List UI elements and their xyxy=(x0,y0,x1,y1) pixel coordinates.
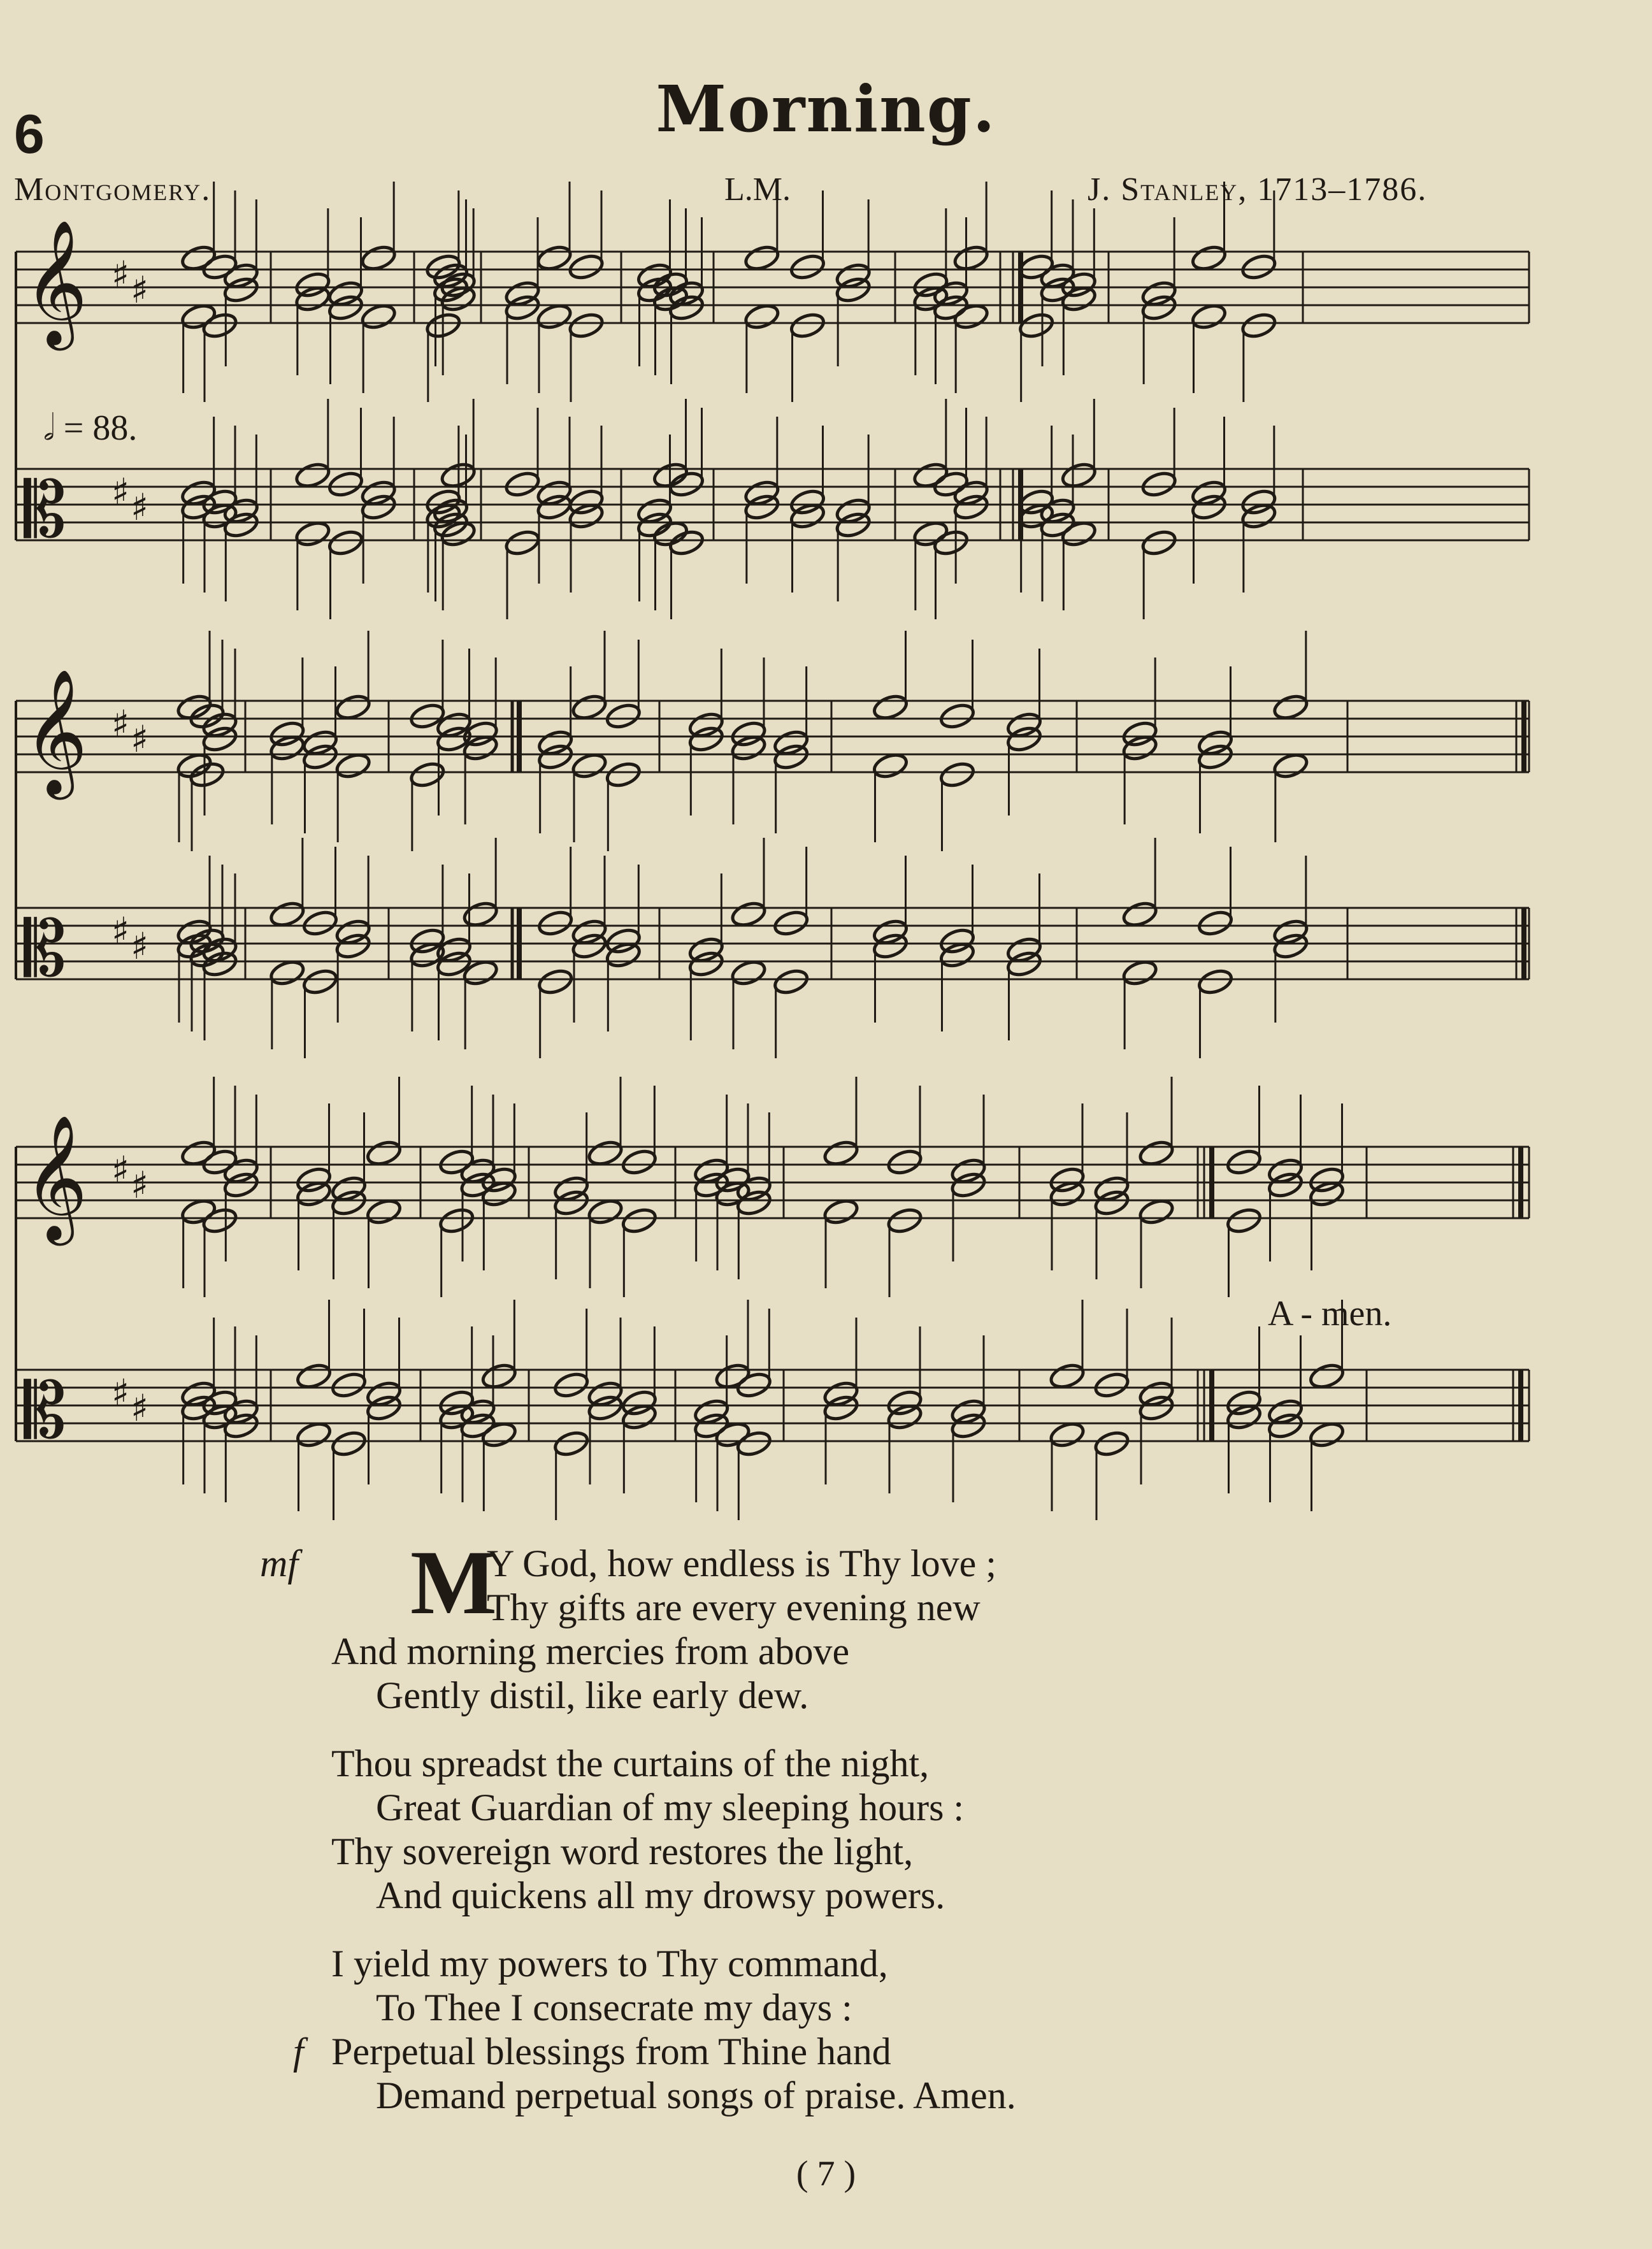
note-head xyxy=(408,701,446,731)
note-head xyxy=(1267,1411,1304,1441)
note-head xyxy=(480,1362,518,1391)
note-head xyxy=(949,1170,987,1200)
stanza-1 xyxy=(260,1532,1351,1718)
note-head xyxy=(1240,252,1277,282)
note-head xyxy=(1137,1139,1175,1168)
tempo-marking: 𝅗𝅥 = 88. xyxy=(43,408,138,448)
note-head xyxy=(1267,1170,1304,1200)
note-head xyxy=(886,1402,923,1432)
note-head xyxy=(835,275,872,305)
note-head xyxy=(822,1393,859,1423)
note-head xyxy=(872,693,909,722)
hymn-text xyxy=(260,1532,1351,2142)
note-head xyxy=(330,1188,368,1218)
note-head xyxy=(1093,1370,1130,1400)
key-signature-sharp: ♯ xyxy=(131,1386,149,1430)
note-head xyxy=(1048,1179,1086,1209)
note-head xyxy=(743,302,780,331)
note-head xyxy=(668,470,705,499)
composer: J. Stanley, 1713–1786. xyxy=(1088,171,1428,208)
key-signature-sharp: ♯ xyxy=(131,717,149,761)
note-head xyxy=(1060,284,1098,313)
note-head xyxy=(1196,967,1234,996)
key-signature-sharp: ♯ xyxy=(131,268,149,312)
note-head xyxy=(1272,931,1309,961)
note-head xyxy=(535,492,573,522)
verse-line: f Perpetual blessings from Thine hand xyxy=(293,2030,891,2073)
note-head xyxy=(949,1411,987,1441)
note-head xyxy=(621,1206,658,1235)
note-head xyxy=(1272,693,1309,722)
note-head xyxy=(1196,742,1234,772)
note-head xyxy=(567,501,605,531)
note-head xyxy=(432,510,470,540)
note-head xyxy=(1225,1206,1263,1235)
note-head xyxy=(789,311,826,340)
note-head xyxy=(1308,1420,1346,1449)
page-number: ( 7 ) xyxy=(796,2154,856,2194)
note-head xyxy=(621,1147,658,1177)
key-signature-sharp: ♯ xyxy=(111,253,130,296)
note-head xyxy=(952,243,990,273)
note-head xyxy=(714,1420,751,1449)
note-head xyxy=(201,311,238,340)
note-head xyxy=(567,252,605,282)
treble-clef-icon: 𝄞 xyxy=(24,219,88,345)
note-head xyxy=(301,742,339,772)
verse-line: Demand perpetual songs of praise. Amen. xyxy=(376,2074,1016,2116)
note-head xyxy=(295,1362,333,1391)
note-head xyxy=(789,252,826,282)
note-head xyxy=(295,1420,333,1449)
note-head xyxy=(789,501,826,531)
verse-line: Y God, how endless is Thy love ; xyxy=(487,1542,996,1584)
note-head xyxy=(1140,470,1178,499)
note-head xyxy=(459,1411,496,1441)
note-head xyxy=(222,1411,260,1441)
note-head xyxy=(408,760,446,789)
note-head xyxy=(503,470,541,499)
note-head xyxy=(536,909,574,938)
treble-clef-icon: 𝄞 xyxy=(24,1114,88,1240)
key-signature-sharp: ♯ xyxy=(111,470,130,514)
note-head xyxy=(1140,293,1178,322)
verse-line: I yield my powers to Thy command, xyxy=(331,1943,888,1985)
note-head xyxy=(440,519,477,549)
note-head xyxy=(360,492,398,522)
note-head xyxy=(435,724,473,754)
note-head xyxy=(668,293,705,322)
note-head xyxy=(1140,528,1178,557)
hymn-title: Morning. xyxy=(656,71,996,147)
note-head xyxy=(424,501,462,531)
note-head xyxy=(268,958,306,988)
note-head xyxy=(938,940,976,970)
key-signature-sharp: ♯ xyxy=(131,1163,149,1207)
note-head xyxy=(743,243,780,273)
tune-name: Montgomery. xyxy=(14,171,212,208)
key-signature-sharp: ♯ xyxy=(111,1371,130,1414)
note-head xyxy=(201,1147,238,1177)
verse-line: And quickens all my drowsy powers. xyxy=(376,1874,945,1916)
note-head xyxy=(201,252,238,282)
note-head xyxy=(180,302,217,331)
note-head xyxy=(222,275,260,305)
note-head xyxy=(330,1370,368,1400)
note-head xyxy=(360,302,398,331)
note-head xyxy=(735,1429,773,1458)
note-head xyxy=(462,733,499,763)
note-head xyxy=(586,1139,624,1168)
note-head xyxy=(822,1139,859,1168)
key-signature-sharp: ♯ xyxy=(111,702,130,745)
note-head xyxy=(872,751,909,780)
note-head xyxy=(872,931,909,961)
note-head xyxy=(1240,311,1277,340)
note-head xyxy=(1308,1179,1346,1209)
note-head xyxy=(1308,1362,1346,1391)
verse-line: Great Guardian of my sleeping hours : xyxy=(376,1786,965,1829)
note-head xyxy=(365,1393,403,1423)
note-head xyxy=(327,470,364,499)
note-head xyxy=(586,1393,624,1423)
note-head xyxy=(1121,958,1159,988)
meter: L.M. xyxy=(724,171,791,208)
note-head xyxy=(570,931,608,961)
drop-cap: M xyxy=(410,1532,497,1634)
note-head xyxy=(693,1411,730,1441)
note-head xyxy=(480,1420,518,1449)
note-head xyxy=(536,967,574,996)
note-head xyxy=(440,284,477,313)
note-head xyxy=(480,1179,518,1209)
note-head xyxy=(1190,492,1228,522)
note-head xyxy=(570,693,608,722)
note-head xyxy=(1121,900,1159,929)
note-head xyxy=(886,1206,923,1235)
note-head xyxy=(772,909,810,938)
note-head xyxy=(180,243,217,273)
dynamic-mark: mf xyxy=(260,1542,298,1584)
note-head xyxy=(462,900,499,929)
note-head xyxy=(201,1206,238,1235)
note-head xyxy=(334,751,372,780)
note-head xyxy=(668,528,705,557)
note-head xyxy=(835,510,872,540)
note-head xyxy=(586,1197,624,1226)
note-head xyxy=(503,528,541,557)
note-head xyxy=(201,724,238,754)
note-head xyxy=(729,958,767,988)
note-head xyxy=(1190,243,1228,273)
note-head xyxy=(772,967,810,996)
note-head xyxy=(567,311,605,340)
note-head xyxy=(729,900,767,929)
note-head xyxy=(1137,1393,1175,1423)
note-head xyxy=(1240,501,1277,531)
note-head xyxy=(222,1170,260,1200)
note-head xyxy=(201,949,238,979)
note-head xyxy=(605,760,642,789)
note-head xyxy=(334,693,372,722)
hymn-number: 6 xyxy=(14,104,45,165)
note-head xyxy=(1060,461,1098,490)
note-head xyxy=(536,742,574,772)
note-head xyxy=(360,243,398,273)
note-head xyxy=(432,275,470,305)
note-head xyxy=(330,1429,368,1458)
note-head xyxy=(462,958,499,988)
note-head xyxy=(1038,510,1076,540)
note-head xyxy=(1225,1402,1263,1432)
note-head xyxy=(552,1188,590,1218)
note-head xyxy=(180,1197,217,1226)
note-head xyxy=(1005,724,1043,754)
verse-line: Gently distil, like early dew. xyxy=(376,1674,809,1716)
note-head xyxy=(365,1139,403,1168)
note-head xyxy=(687,724,725,754)
note-head xyxy=(294,519,331,549)
note-head xyxy=(268,900,306,929)
amen-label: A - men. xyxy=(1268,1294,1392,1333)
bass-clef-icon: 𝄡 xyxy=(24,1367,66,1456)
stanza-2 xyxy=(331,1742,1351,1918)
note-head xyxy=(435,949,473,979)
note-head xyxy=(222,510,260,540)
verse-line: Thou spreadst the curtains of the night, xyxy=(331,1742,930,1785)
note-head xyxy=(1093,1429,1130,1458)
note-head xyxy=(1137,1197,1175,1226)
note-head xyxy=(1196,909,1234,938)
note-head xyxy=(772,742,810,772)
note-head xyxy=(886,1147,923,1177)
note-head xyxy=(952,492,990,522)
note-head xyxy=(1121,733,1159,763)
note-head xyxy=(729,733,767,763)
key-signature-sharp: ♯ xyxy=(131,924,149,968)
note-head xyxy=(438,1147,475,1177)
note-head xyxy=(822,1197,859,1226)
note-head xyxy=(938,760,976,789)
verse-line: Thy gifts are every evening new xyxy=(487,1586,980,1628)
note-head xyxy=(327,293,364,322)
note-head xyxy=(952,302,990,331)
note-head xyxy=(1060,519,1098,549)
note-head xyxy=(1190,302,1228,331)
note-head xyxy=(327,528,364,557)
note-head xyxy=(932,528,970,557)
note-head xyxy=(268,733,306,763)
note-head xyxy=(570,751,608,780)
verse-line: Thy sovereign word restores the light, xyxy=(331,1830,914,1872)
note-head xyxy=(301,967,339,996)
note-head xyxy=(408,940,446,970)
note-head xyxy=(188,760,226,789)
note-head xyxy=(1048,1420,1086,1449)
note-head xyxy=(735,1370,773,1400)
note-head xyxy=(938,701,976,731)
bass-clef-icon: 𝄡 xyxy=(24,466,66,555)
key-signature-sharp: ♯ xyxy=(131,485,149,529)
note-head xyxy=(552,1370,590,1400)
note-head xyxy=(605,701,642,731)
note-head xyxy=(1048,1362,1086,1391)
note-head xyxy=(365,1197,403,1226)
note-head xyxy=(295,1179,333,1209)
note-head xyxy=(334,931,372,961)
stanza-3 xyxy=(293,1942,1351,2118)
note-head xyxy=(1272,751,1309,780)
note-head xyxy=(1005,949,1043,979)
note-head xyxy=(735,1188,773,1218)
key-signature-sharp: ♯ xyxy=(111,1148,130,1191)
note-head xyxy=(503,293,541,322)
treble-clef-icon: 𝄞 xyxy=(24,668,88,794)
note-head xyxy=(621,1402,658,1432)
note-head xyxy=(301,909,339,938)
note-head xyxy=(294,284,331,313)
bass-clef-icon: 𝄡 xyxy=(24,905,66,994)
key-signature-sharp: ♯ xyxy=(111,909,130,952)
verse-line: And morning mercies from above xyxy=(331,1630,850,1672)
note-head xyxy=(552,1429,590,1458)
note-head xyxy=(714,1362,751,1391)
dynamic-mark: f xyxy=(293,2030,304,2073)
note-head xyxy=(180,1139,217,1168)
note-head xyxy=(1093,1188,1130,1218)
note-head xyxy=(535,302,573,331)
note-head xyxy=(1225,1147,1263,1177)
note-head xyxy=(424,252,462,282)
note-head xyxy=(294,461,331,490)
note-head xyxy=(438,1206,475,1235)
note-head xyxy=(605,940,642,970)
note-head xyxy=(687,949,725,979)
note-head xyxy=(743,492,780,522)
note-head xyxy=(535,243,573,273)
verse-line: To Thee I consecrate my days : xyxy=(376,1987,852,2029)
